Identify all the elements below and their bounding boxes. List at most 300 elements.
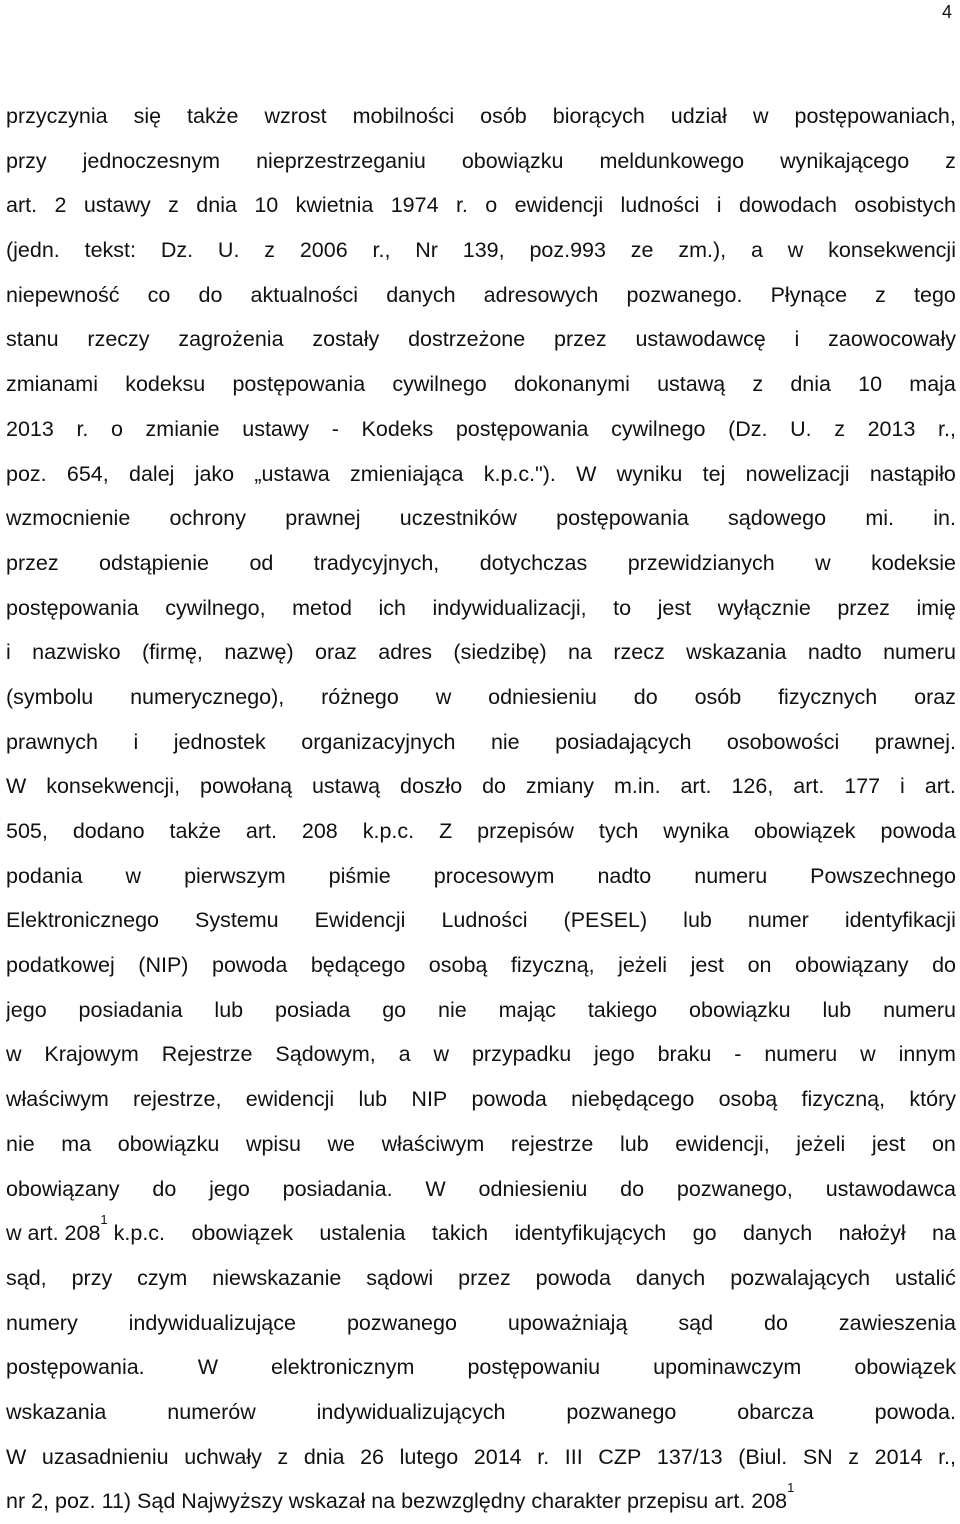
word: obarcza	[737, 1399, 814, 1424]
word: przez	[458, 1265, 511, 1290]
document-body	[6, 94, 956, 1524]
word: 139,	[462, 238, 505, 263]
word: przez	[837, 595, 890, 620]
word: wskazania	[6, 1399, 107, 1424]
word: powołaną	[199, 774, 293, 799]
word: właściwym	[6, 1087, 109, 1112]
word: jego	[594, 1042, 635, 1067]
word: odniesieniu	[488, 684, 597, 709]
word: posiada	[275, 997, 351, 1022]
word: 10	[254, 193, 279, 218]
superscript: 1	[787, 1480, 795, 1496]
word: postępowania	[6, 595, 139, 620]
word: (jedn.	[6, 238, 60, 263]
word: cywilnego	[392, 372, 487, 397]
word: postępowaniach,	[794, 104, 956, 128]
word: ochrony	[169, 506, 247, 531]
word: r.,	[938, 416, 956, 441]
word: Krajowym	[44, 1042, 139, 1067]
text-line	[6, 943, 956, 988]
word: posiadania	[78, 997, 183, 1022]
text-line	[6, 362, 956, 407]
word: poz.	[6, 461, 47, 486]
word: obowiązek	[854, 1355, 956, 1380]
word: a	[750, 238, 763, 263]
word: fizyczną,	[510, 953, 595, 978]
text-line-start: w art. $208^1$	[6, 1212, 108, 1246]
word: obowiązku	[689, 997, 791, 1022]
word: (NIP)	[138, 953, 189, 978]
word: go	[382, 997, 407, 1022]
word: nowelizacji	[745, 461, 850, 486]
word: rejestrze,	[133, 1087, 222, 1112]
text-line	[6, 764, 956, 809]
word: ustawą	[657, 372, 726, 397]
word: postępowaniu	[467, 1355, 601, 1380]
word: Systemu	[194, 908, 279, 933]
word: upoważniają	[507, 1310, 628, 1335]
word: także	[169, 819, 221, 843]
word: to	[613, 595, 632, 620]
word: a	[398, 1042, 411, 1067]
word: nastąpiło	[869, 461, 956, 486]
word: z	[875, 282, 886, 307]
word: uzasadnieniu	[41, 1444, 169, 1469]
word: dalej	[129, 461, 175, 486]
word: rejestrze	[510, 1131, 594, 1156]
word: właściwym	[381, 1131, 485, 1156]
word: art.	[924, 774, 956, 799]
word: lub	[214, 997, 244, 1022]
word: uczestników	[399, 506, 517, 531]
word: osobą	[428, 953, 488, 978]
word: ustalić	[894, 1265, 956, 1290]
word: osobowości	[726, 729, 840, 754]
word: ich	[378, 595, 406, 620]
word: (Biul.	[738, 1444, 788, 1469]
word: jego	[209, 1176, 250, 1201]
word: jeżeli	[618, 953, 668, 978]
word: metod	[292, 595, 352, 620]
word: Kodeks	[361, 416, 434, 441]
word: wyłącznie	[717, 595, 811, 620]
word: III	[564, 1444, 583, 1469]
word: nadto	[807, 640, 862, 665]
word: 2006	[299, 238, 348, 263]
word: wpisu	[245, 1131, 301, 1156]
word: przez	[554, 327, 607, 352]
word: jego	[6, 997, 47, 1022]
word: obowiązany	[6, 1176, 120, 1201]
word: dowodach	[738, 193, 837, 218]
word: CZP	[598, 1444, 642, 1469]
word: do	[482, 774, 506, 799]
word: przez	[6, 550, 59, 575]
word: W	[6, 1444, 27, 1469]
word: niewskazanie	[212, 1265, 342, 1290]
word: i	[133, 729, 139, 754]
word: lub	[358, 1087, 388, 1112]
word: obowiązku	[117, 1131, 220, 1156]
word: osobą	[718, 1087, 778, 1112]
word: w	[433, 1042, 450, 1067]
word: U.	[217, 238, 240, 263]
word: innym	[898, 1042, 956, 1067]
word: Elektronicznego	[6, 908, 159, 933]
word: w	[860, 1042, 876, 1067]
text-line	[6, 1256, 956, 1301]
word: Z	[439, 819, 453, 843]
word: zagrożenia	[178, 327, 284, 352]
word: nazwę)	[224, 640, 294, 665]
text-line	[6, 317, 956, 362]
word: wynika	[663, 819, 730, 843]
word: doszło	[400, 774, 463, 799]
word: r.	[537, 1444, 550, 1469]
word: przy	[71, 1265, 113, 1290]
word: i	[794, 327, 800, 352]
text-line-with-superscript	[6, 1211, 956, 1256]
word: co	[147, 282, 171, 307]
text-line	[6, 1122, 956, 1167]
word: pozwanego.	[626, 282, 743, 307]
word: i	[716, 193, 722, 218]
word: niebędącego	[571, 1087, 695, 1112]
word: do	[620, 1176, 645, 1201]
word: procesowym	[433, 863, 555, 888]
word: tej	[702, 461, 726, 486]
word: zmianie	[145, 416, 220, 441]
word: ma	[61, 1131, 92, 1156]
word: r.,	[372, 238, 391, 263]
word: sąd	[678, 1310, 714, 1335]
word: postępowania	[556, 506, 689, 531]
text-line	[6, 407, 956, 452]
text-line	[6, 988, 956, 1033]
text-line-with-superscript	[6, 1479, 956, 1524]
word: osób	[694, 684, 742, 709]
word: elektronicznym	[271, 1355, 415, 1380]
word: o	[110, 416, 123, 441]
word: sąd,	[6, 1265, 47, 1290]
word: NIP	[411, 1087, 448, 1112]
word: nadto	[597, 863, 652, 888]
word: pozwalających	[730, 1265, 871, 1290]
word: (PESEL)	[563, 908, 648, 933]
word: podania	[6, 863, 83, 888]
word: 2013	[867, 416, 916, 441]
word: wzrost	[264, 104, 327, 128]
word: W	[197, 1355, 218, 1380]
word: pozwanego	[566, 1399, 677, 1424]
word: postępowania.	[6, 1355, 145, 1380]
word: w	[752, 104, 769, 128]
word: art.	[793, 774, 825, 799]
word: 208	[301, 819, 338, 843]
word: mobilności	[352, 104, 455, 128]
text-line	[6, 675, 956, 720]
word: numeru	[883, 997, 956, 1022]
word: art.	[245, 819, 277, 843]
word: ludności	[620, 193, 700, 218]
word: aktualności	[250, 282, 359, 307]
word: sądowego	[728, 506, 827, 531]
word: stanu	[6, 327, 59, 352]
text-line	[6, 228, 956, 273]
word: zm.),	[678, 238, 727, 263]
word: pozwanego	[346, 1310, 457, 1335]
text-line	[6, 452, 956, 497]
word: numery	[6, 1310, 78, 1335]
word: się	[133, 104, 162, 128]
word: dotychczas	[479, 550, 588, 575]
word: wynikającego	[780, 148, 910, 173]
word: z	[277, 1444, 289, 1469]
word: będącego	[310, 953, 406, 978]
word: do	[633, 684, 658, 709]
word: U.	[790, 416, 812, 441]
word: obowiązek	[191, 1221, 294, 1246]
text-line	[6, 809, 956, 854]
word: go	[692, 1221, 717, 1246]
word: sądowi	[366, 1265, 434, 1290]
word: odstąpienie	[99, 550, 209, 575]
word: W	[6, 774, 27, 799]
word: art.	[680, 774, 712, 799]
word: ustawy	[242, 416, 310, 441]
word: we	[327, 1131, 355, 1156]
word: 10	[858, 372, 883, 397]
word: tego	[914, 282, 956, 307]
word: tradycyjnych,	[313, 550, 440, 575]
word: z	[168, 193, 179, 218]
word: biorących	[552, 104, 645, 128]
word: zmianami	[6, 372, 98, 397]
word: indywidualizujące	[128, 1310, 296, 1335]
word: ustawodawcę	[635, 327, 766, 352]
word: meldunkowego	[599, 148, 745, 173]
word: 177	[844, 774, 881, 799]
word: konsekwencji	[828, 238, 956, 263]
word: powoda.	[874, 1399, 956, 1424]
word: „ustawa	[254, 461, 330, 486]
text-line-rest	[108, 1211, 956, 1256]
word: r.	[76, 416, 89, 441]
word: kwietnia	[295, 193, 374, 218]
word: -	[734, 1042, 742, 1067]
word: 137/13	[656, 1444, 723, 1469]
word: 126,	[731, 774, 774, 799]
word: (siedzibę)	[453, 640, 547, 665]
word: konsekwencji,	[46, 774, 181, 799]
word: -	[331, 416, 339, 441]
word: m.in.	[613, 774, 661, 799]
word: także	[187, 104, 239, 128]
word: przypadku	[471, 1042, 572, 1067]
word: prawnej	[285, 506, 361, 531]
text-line	[6, 94, 956, 139]
word: identyfikujących	[514, 1221, 667, 1246]
word: Nr	[415, 238, 438, 263]
word: do	[932, 953, 956, 978]
word: osób	[480, 104, 527, 128]
word: indywidualizacji,	[432, 595, 587, 620]
word: on	[747, 953, 772, 978]
word: identyfikacji	[844, 908, 956, 933]
word: jest	[690, 953, 725, 978]
word: nazwisko	[32, 640, 121, 665]
word: lub	[683, 908, 712, 933]
word: przyczynia	[6, 104, 108, 128]
word: do	[152, 1176, 177, 1201]
text-line	[6, 898, 956, 943]
text-line	[6, 630, 956, 675]
word: rzecz	[613, 640, 665, 665]
text-line-final: nr 2, poz. 11) Sąd Najwyższy wskazał na bezwzględny charakter przepisu art. 208	[6, 1489, 788, 1514]
word: od	[249, 550, 274, 575]
word: wzmocnienie	[6, 506, 131, 531]
word: nie	[490, 729, 520, 754]
word: lutego	[399, 1444, 459, 1469]
word: Rejestrze	[161, 1042, 253, 1067]
word: cywilnego,	[165, 595, 266, 620]
word: przewidzianych	[627, 550, 775, 575]
word: mając	[498, 997, 556, 1022]
word: odniesieniu	[478, 1176, 588, 1201]
word: który	[909, 1087, 956, 1112]
word: oraz	[914, 684, 956, 709]
word: w	[125, 863, 142, 888]
text-line	[6, 1435, 956, 1480]
word: braku	[657, 1042, 712, 1067]
word: zawieszenia	[838, 1310, 956, 1335]
text-line	[6, 1077, 956, 1122]
word: czym	[137, 1265, 188, 1290]
word: w	[787, 238, 804, 263]
text-line	[6, 1032, 956, 1077]
word: numer	[747, 908, 809, 933]
word: (Dz.	[728, 416, 768, 441]
word: maja	[909, 372, 956, 397]
text-line	[6, 586, 956, 631]
word: zaowocowały	[828, 327, 956, 352]
word: numerycznego),	[130, 684, 285, 709]
word: i	[6, 640, 11, 665]
word: oraz	[315, 640, 357, 665]
word: r.,	[938, 1444, 956, 1469]
word: kodeksu	[125, 372, 206, 397]
text-line	[6, 1167, 956, 1212]
word: i	[900, 774, 905, 799]
word: jeżeli	[796, 1131, 846, 1156]
word: ewidencji	[514, 193, 604, 218]
word: dostrzeżone	[408, 327, 526, 352]
word: Powszechnego	[810, 863, 956, 888]
word: fizycznych	[778, 684, 878, 709]
word: danych	[742, 1221, 813, 1246]
word: do	[198, 282, 223, 307]
word: adresowych	[483, 282, 599, 307]
word: 2	[54, 193, 67, 218]
word: (firmę,	[142, 640, 203, 665]
word: w	[6, 1042, 22, 1067]
word: 2014	[874, 1444, 923, 1469]
word: ze	[630, 238, 654, 263]
word: w	[435, 684, 452, 709]
word: zmieniająca	[349, 461, 464, 486]
word: Dz.	[160, 238, 194, 263]
superscript: 1	[100, 1212, 108, 1228]
word: nie	[438, 997, 467, 1022]
text-line	[6, 854, 956, 899]
word: na	[568, 640, 592, 665]
word: nie	[6, 1131, 35, 1156]
text-line	[6, 273, 956, 318]
word: obowiązek	[753, 819, 856, 843]
word: 2013	[6, 416, 54, 441]
word: nieprzestrzeganiu	[256, 148, 426, 173]
word: numeru	[764, 1042, 838, 1067]
word: dnia	[196, 193, 237, 218]
word: jednostek	[173, 729, 266, 754]
page-number: 4	[941, 2, 952, 22]
word: z	[945, 148, 956, 173]
word: upominawczym	[653, 1355, 802, 1380]
word: z	[264, 238, 275, 263]
word: uchwały	[184, 1444, 262, 1469]
word: tekst:	[84, 238, 137, 263]
word: podatkowej	[6, 953, 115, 978]
text-line	[6, 496, 956, 541]
word: w	[815, 550, 831, 575]
word: o	[485, 193, 498, 218]
word: powoda	[880, 819, 956, 843]
word: dokonanymi	[513, 372, 630, 397]
word: powoda	[535, 1265, 611, 1290]
word: jest	[871, 1131, 906, 1156]
word: 654,	[66, 461, 109, 486]
word: tych	[598, 819, 639, 843]
word: dnia	[303, 1444, 345, 1469]
word: Ludności	[441, 908, 528, 933]
word: lub	[619, 1131, 649, 1156]
word: danych	[386, 282, 456, 307]
word: 1974	[390, 193, 439, 218]
word: z	[848, 1444, 860, 1469]
word: posiadających	[555, 729, 692, 754]
word: dnia	[790, 372, 831, 397]
word: z	[834, 416, 845, 441]
word: niepewność	[6, 282, 120, 307]
word: danych	[635, 1265, 706, 1290]
word: z	[752, 372, 764, 397]
word: zostały	[312, 327, 380, 352]
word: różnego	[321, 684, 399, 709]
word: mi.	[865, 506, 894, 531]
word: cywilnego	[611, 416, 706, 441]
word: udział	[670, 104, 727, 128]
word: dodano	[72, 819, 145, 843]
word: k.p.c.	[113, 1221, 166, 1246]
word: imię	[916, 595, 956, 620]
word: pozwanego,	[676, 1176, 793, 1201]
word: na	[932, 1221, 956, 1246]
word: ewidencji	[245, 1087, 335, 1112]
word: 26	[360, 1444, 384, 1469]
word: 2014	[473, 1444, 522, 1469]
text-line	[6, 1301, 956, 1346]
text-line	[6, 139, 956, 184]
